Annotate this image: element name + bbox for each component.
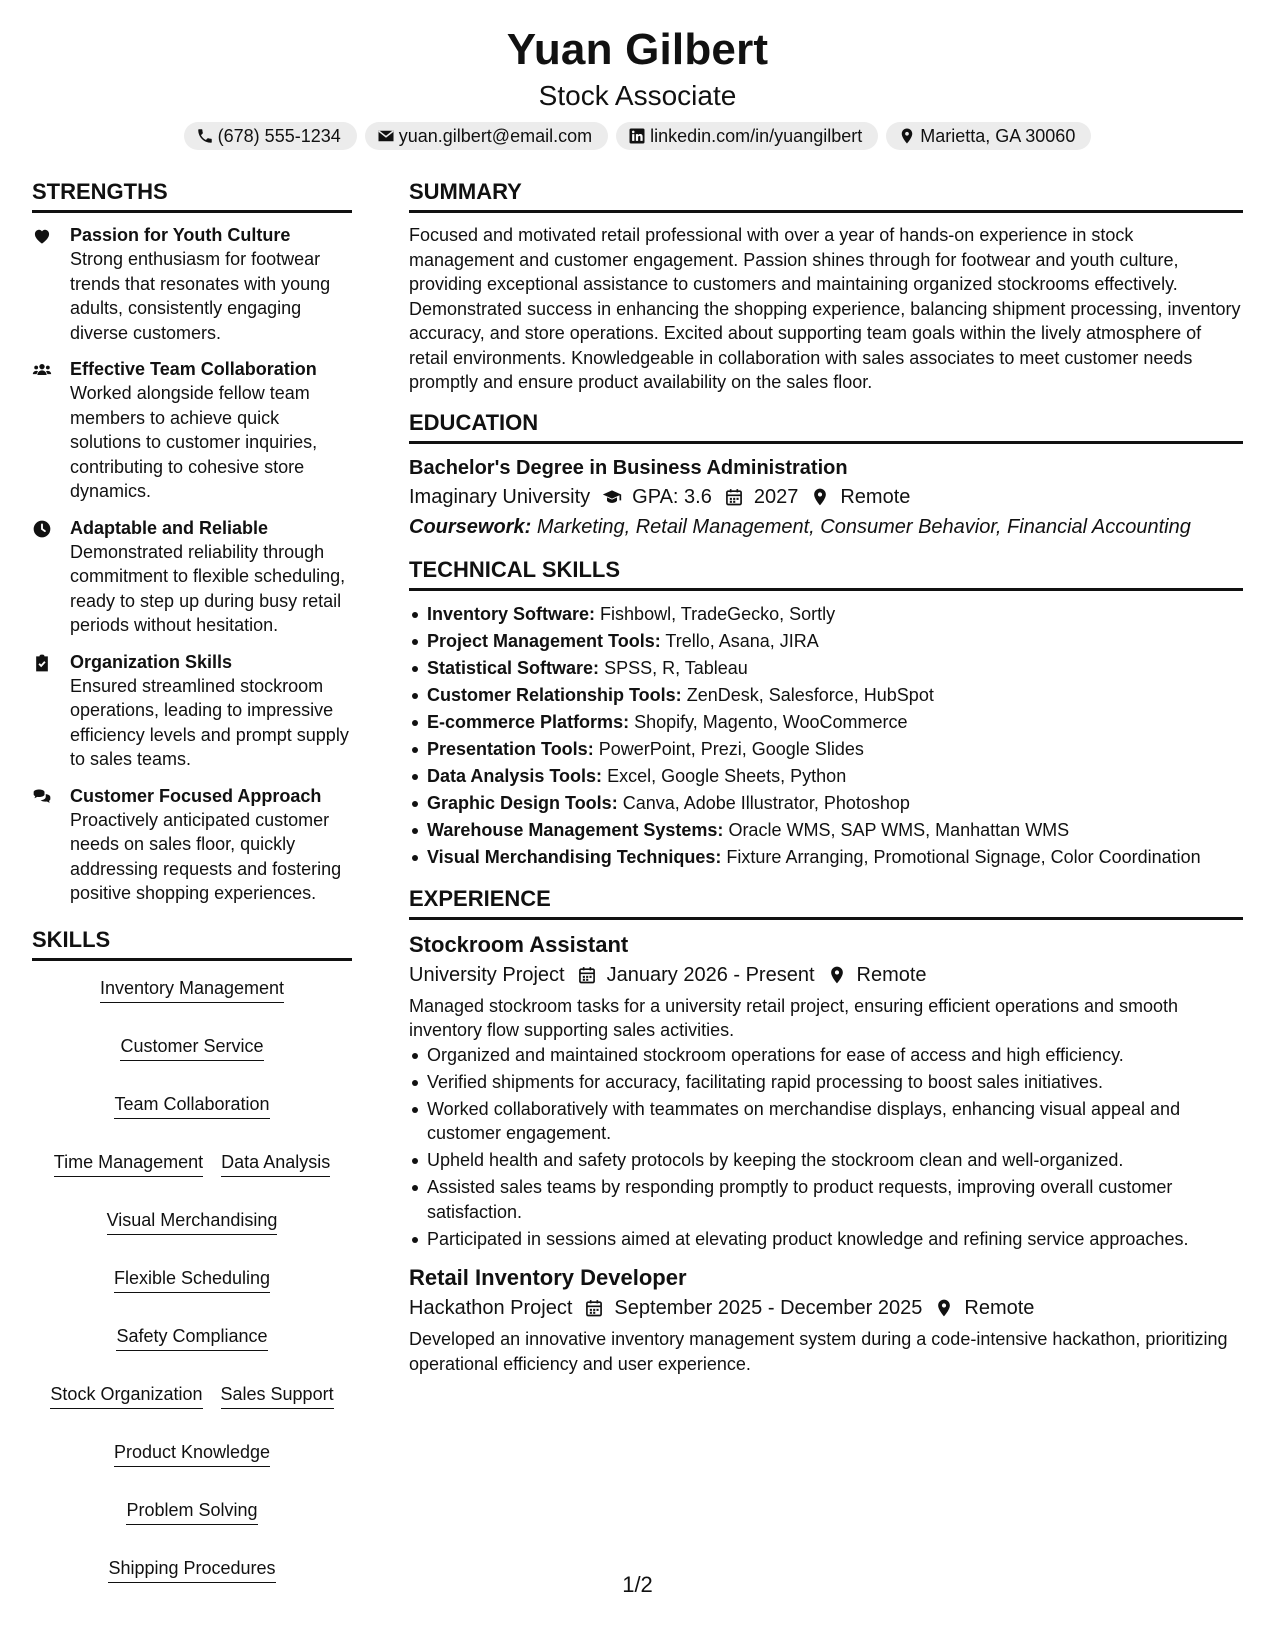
experience-entry bbox=[409, 1263, 1243, 1376]
comments-icon bbox=[32, 787, 52, 807]
contact-location-text: Marietta, GA 30060 bbox=[920, 125, 1076, 146]
clipboard-check-icon bbox=[32, 653, 52, 673]
strength-item bbox=[32, 650, 352, 772]
tech-skill-label: E-commerce Platforms: bbox=[427, 711, 630, 732]
skill-tag: Visual Merchandising bbox=[107, 1207, 278, 1235]
heart-icon bbox=[32, 226, 52, 246]
list-item bbox=[409, 763, 1243, 790]
tech-skill-label: Inventory Software: bbox=[427, 603, 596, 624]
education-location: Remote bbox=[840, 485, 911, 508]
job-description: Developed an innovative inventory management system during a code-intensive hackathon, prioritizing operational efficiency and user experience. bbox=[409, 1329, 1228, 1374]
skill-tag: Stock Organization bbox=[50, 1381, 202, 1409]
list-item: Upheld health and safety protocols by keeping the stockroom clean and well-organized. bbox=[409, 1148, 1243, 1173]
education-meta bbox=[409, 482, 1243, 512]
list-item bbox=[409, 736, 1243, 763]
linkedin-icon bbox=[628, 127, 646, 145]
skill-tag: Problem Solving bbox=[126, 1497, 257, 1525]
tech-skill-label: Project Management Tools: bbox=[427, 630, 661, 651]
job-org: Hackathon Project bbox=[409, 1297, 573, 1319]
strengths-heading: STRENGTHS bbox=[32, 178, 352, 213]
strength-title: Organization Skills bbox=[70, 651, 233, 672]
location-pin-icon bbox=[827, 965, 847, 985]
technical-skills-heading: TECHNICAL SKILLS bbox=[409, 556, 1243, 591]
strength-item bbox=[32, 357, 352, 504]
strength-description: Ensured streamlined stockroom operations, leading to impressive efficiency levels and prompt supply to sales teams. bbox=[70, 675, 349, 769]
skill-tag: Customer Service bbox=[120, 1033, 263, 1061]
page-number: 1/2 bbox=[622, 1572, 653, 1597]
skill-tag: Safety Compliance bbox=[116, 1323, 267, 1351]
education-heading: EDUCATION bbox=[409, 409, 1243, 444]
job-bullets bbox=[409, 1043, 1243, 1252]
phone-icon bbox=[196, 127, 214, 145]
skill-tag: Time Management bbox=[54, 1149, 203, 1177]
tech-skill-value: Oracle WMS, SAP WMS, Manhattan WMS bbox=[728, 819, 1070, 840]
education-year: 2027 bbox=[753, 485, 799, 508]
list-item: Verified shipments for accuracy, facilitating rapid processing to boost sales initiatives. bbox=[409, 1070, 1243, 1095]
calendar-icon bbox=[577, 965, 597, 985]
strength-description: Demonstrated reliability through commitment to flexible scheduling, ready to step up during busy retail periods without hesitation. bbox=[70, 541, 346, 635]
users-icon bbox=[32, 360, 52, 380]
contact-linkedin-text: linkedin.com/in/yuangilbert bbox=[650, 125, 863, 146]
candidate-name: Yuan Gilbert bbox=[506, 25, 769, 74]
location-pin-icon bbox=[810, 487, 830, 507]
job-meta bbox=[409, 1293, 1243, 1323]
skill-tag: Data Analysis bbox=[221, 1149, 330, 1177]
skill-tag: Sales Support bbox=[221, 1381, 334, 1409]
tech-skill-label: Visual Merchandising Techniques: bbox=[427, 846, 722, 867]
tech-skill-value: Shopify, Magento, WooCommerce bbox=[634, 711, 908, 732]
clock-icon bbox=[32, 519, 52, 539]
list-item bbox=[409, 844, 1243, 871]
graduation-cap-icon bbox=[602, 487, 622, 507]
resume-header bbox=[0, 20, 1275, 150]
list-item: Worked collaboratively with teammates on merchandise displays, enhancing visual appeal and customer engagement. bbox=[409, 1097, 1243, 1146]
technical-skills-list bbox=[409, 601, 1243, 871]
tech-skill-value: Canva, Adobe Illustrator, Photoshop bbox=[622, 792, 910, 813]
summary-heading: SUMMARY bbox=[409, 178, 1243, 213]
strength-item bbox=[32, 516, 352, 638]
job-dates: September 2025 - December 2025 bbox=[614, 1297, 923, 1319]
job-title: Retail Inventory Developer bbox=[409, 1265, 687, 1290]
contact-phone-text: (678) 555-1234 bbox=[217, 125, 341, 146]
list-item bbox=[409, 709, 1243, 736]
contact-phone[interactable] bbox=[184, 122, 357, 150]
location-pin-icon bbox=[934, 1298, 954, 1318]
skill-tag: Team Collaboration bbox=[114, 1091, 269, 1119]
tech-skill-label: Customer Relationship Tools: bbox=[427, 684, 682, 705]
strength-title: Effective Team Collaboration bbox=[70, 359, 317, 379]
strength-title: Passion for Youth Culture bbox=[70, 225, 291, 245]
list-item bbox=[409, 655, 1243, 682]
list-item bbox=[409, 628, 1243, 655]
tech-skill-value: Trello, Asana, JIRA bbox=[665, 630, 819, 651]
skill-tag: Inventory Management bbox=[100, 975, 284, 1003]
right-column bbox=[409, 178, 1243, 1376]
contact-email-text: yuan.gilbert@email.com bbox=[398, 125, 593, 146]
list-item: Organized and maintained stockroom operations for ease of access and high efficiency. bbox=[409, 1043, 1243, 1068]
tech-skill-value: Fixture Arranging, Promotional Signage, Color Coordination bbox=[726, 846, 1201, 867]
candidate-role: Stock Associate bbox=[538, 80, 737, 111]
job-location: Remote bbox=[856, 963, 927, 986]
strength-description: Worked alongside fellow team members to achieve quick solutions to customer inquiries, contributing to cohesive store dynamics. bbox=[70, 383, 318, 501]
tech-skill-label: Graphic Design Tools: bbox=[427, 792, 618, 813]
skills-heading: SKILLS bbox=[32, 926, 352, 961]
tech-skill-value: Fishbowl, TradeGecko, Sortly bbox=[600, 603, 836, 624]
skill-tag: Shipping Procedures bbox=[108, 1555, 275, 1583]
list-item bbox=[409, 601, 1243, 628]
education-school: Imaginary University bbox=[409, 485, 591, 508]
coursework-list: Marketing, Retail Management, Consumer Behavior, Financial Accounting bbox=[536, 515, 1191, 538]
tech-skill-value: PowerPoint, Prezi, Google Slides bbox=[598, 738, 864, 759]
contact-linkedin[interactable] bbox=[616, 122, 878, 150]
tech-skill-label: Data Analysis Tools: bbox=[427, 765, 603, 786]
contact-bar bbox=[0, 122, 1275, 150]
skill-tag: Flexible Scheduling bbox=[114, 1265, 270, 1293]
tech-skill-label: Warehouse Management Systems: bbox=[427, 819, 724, 840]
job-dates: January 2026 - Present bbox=[606, 963, 815, 986]
list-item bbox=[409, 682, 1243, 709]
job-location: Remote bbox=[964, 1297, 1035, 1319]
education-degree: Bachelor's Degree in Business Administration bbox=[409, 456, 848, 479]
summary-text: Focused and motivated retail professional with over a year of hands-on experience in stock management and customer engagement. Passion shines through for footwear and youth culture, providing exceptional assistance to customers and maintaining organized stockrooms effectively. Demonstrated success in enhancing the shopping experience, balancing shipment processing, inventory accuracy, and store operations. Excited about supporting team goals within the lively atmosphere of retail environments. Knowledgeable in collaboration with sales associates to meet customer needs promptly and ensure product availability on the sales floor. bbox=[409, 225, 1241, 392]
contact-location[interactable] bbox=[886, 122, 1091, 150]
envelope-icon bbox=[377, 127, 395, 145]
strength-item bbox=[32, 223, 352, 345]
strength-title: Customer Focused Approach bbox=[70, 785, 322, 806]
education-gpa: GPA: 3.6 bbox=[632, 485, 712, 508]
strength-item bbox=[32, 784, 352, 906]
job-org: University Project bbox=[409, 963, 565, 986]
calendar-icon bbox=[724, 487, 744, 507]
calendar-icon bbox=[584, 1298, 604, 1318]
tech-skill-label: Presentation Tools: bbox=[427, 738, 594, 759]
skill-tag: Product Knowledge bbox=[114, 1439, 270, 1467]
job-description: Managed stockroom tasks for a university retail project, ensuring efficient operations and smooth inventory flow supporting sales activities. bbox=[409, 995, 1179, 1040]
list-item bbox=[409, 790, 1243, 817]
skills-tag-list bbox=[32, 971, 352, 1583]
tech-skill-label: Statistical Software: bbox=[427, 657, 600, 678]
location-pin-icon bbox=[898, 127, 916, 145]
list-item: Assisted sales teams by responding promptly to product requests, improving overall customer satisfaction. bbox=[409, 1175, 1243, 1224]
tech-skill-value: ZenDesk, Salesforce, HubSpot bbox=[686, 684, 934, 705]
strength-description: Proactively anticipated customer needs on sales floor, quickly addressing requests and fostering positive shopping experiences. bbox=[70, 809, 342, 903]
left-column bbox=[32, 178, 352, 1583]
experience-entry bbox=[409, 930, 1243, 1252]
tech-skill-value: SPSS, R, Tableau bbox=[604, 657, 748, 678]
job-title: Stockroom Assistant bbox=[409, 931, 629, 957]
contact-email[interactable] bbox=[365, 122, 608, 150]
education-coursework bbox=[409, 512, 1243, 542]
strength-title: Adaptable and Reliable bbox=[70, 517, 269, 538]
job-meta bbox=[409, 960, 1243, 990]
experience-heading: EXPERIENCE bbox=[409, 885, 1243, 920]
strength-description: Strong enthusiasm for footwear trends that resonates with young adults, consistently engaging diverse customers. bbox=[70, 249, 331, 343]
tech-skill-value: Excel, Google Sheets, Python bbox=[607, 765, 847, 786]
list-item: Participated in sessions aimed at elevating product knowledge and refining service approaches. bbox=[409, 1227, 1243, 1252]
list-item bbox=[409, 817, 1243, 844]
coursework-label: Coursework: bbox=[409, 515, 532, 538]
